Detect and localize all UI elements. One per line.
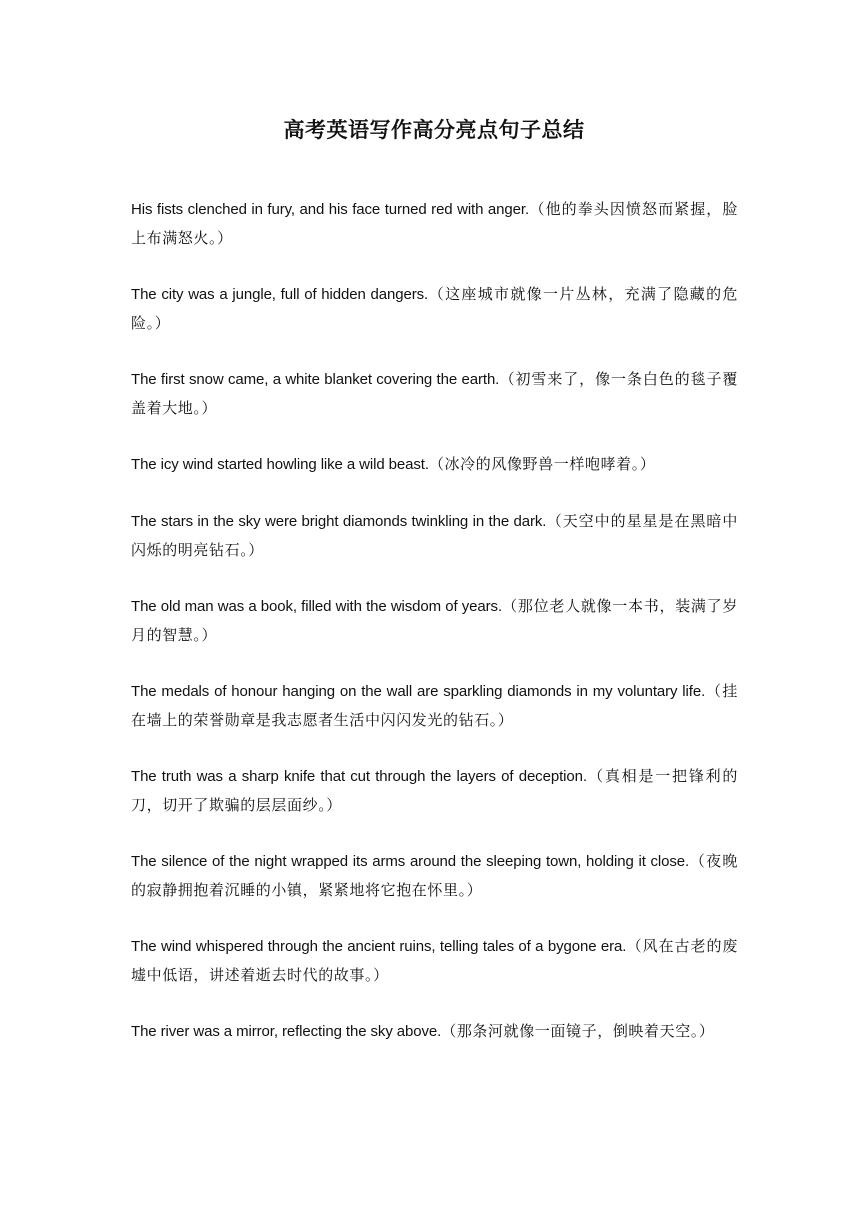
chinese-translation: （初雪来了，像一条白色的毯子覆盖着大地。） <box>131 370 738 417</box>
list-item <box>131 365 738 421</box>
list-item <box>131 762 738 818</box>
chinese-translation: （那条河就像一面镜子，倒映着天空。） <box>441 1022 715 1040</box>
list-item <box>131 507 738 563</box>
english-sentence: The first snow came, a white blanket covering the earth. <box>131 371 500 388</box>
chinese-translation: （挂在墙上的荣誉勋章是我志愿者生活中闪闪发光的钻石。） <box>131 682 738 729</box>
list-item <box>131 847 738 903</box>
list-item <box>131 280 738 336</box>
english-sentence: The river was a mirror, reflecting the sky above. <box>131 1023 442 1040</box>
list-item <box>131 1017 738 1073</box>
page-title: 高考英语写作高分亮点句子总结 <box>283 118 585 142</box>
chinese-translation: （天空中的星星是在黑暗中闪烁的明亮钻石。） <box>131 512 738 559</box>
list-item <box>131 592 738 648</box>
list-item <box>131 677 738 733</box>
chinese-translation: （这座城市就像一片丛林，充满了隐藏的危险。） <box>131 285 738 332</box>
sentence-list <box>131 195 738 1102</box>
chinese-translation: （那位老人就像一本书，装满了岁月的智慧。） <box>131 597 738 644</box>
chinese-translation: （他的拳头因愤怒而紧握，脸上布满怒火。） <box>131 200 738 247</box>
english-sentence: The icy wind started howling like a wild beast. <box>131 456 429 473</box>
english-sentence: The medals of honour hanging on the wall are sparkling diamonds in my voluntary life. <box>131 683 706 700</box>
chinese-translation: （真相是一把锋利的刀，切开了欺骗的层层面纱。） <box>131 767 738 814</box>
list-item <box>131 932 738 988</box>
chinese-translation: （冰冷的风像野兽一样咆哮着。） <box>428 455 656 473</box>
list-item <box>131 450 738 478</box>
chinese-translation: （风在古老的废墟中低语，讲述着逝去时代的故事。） <box>131 937 738 984</box>
english-sentence: The silence of the night wrapped its arms around the sleeping town, holding it close. <box>131 853 690 870</box>
english-sentence: The truth was a sharp knife that cut through the layers of deception. <box>131 768 587 785</box>
english-sentence: The old man was a book, filled with the wisdom of years. <box>131 598 503 615</box>
list-item <box>131 195 738 251</box>
chinese-translation: （夜晚的寂静拥抱着沉睡的小镇，紧紧地将它抱在怀里。） <box>131 852 738 899</box>
english-sentence: The stars in the sky were bright diamonds twinkling in the dark. <box>131 513 547 530</box>
english-sentence: The wind whispered through the ancient ruins, telling tales of a bygone era. <box>131 938 627 955</box>
english-sentence: The city was a jungle, full of hidden dangers. <box>131 286 429 303</box>
english-sentence: His fists clenched in fury, and his face turned red with anger. <box>131 201 530 218</box>
